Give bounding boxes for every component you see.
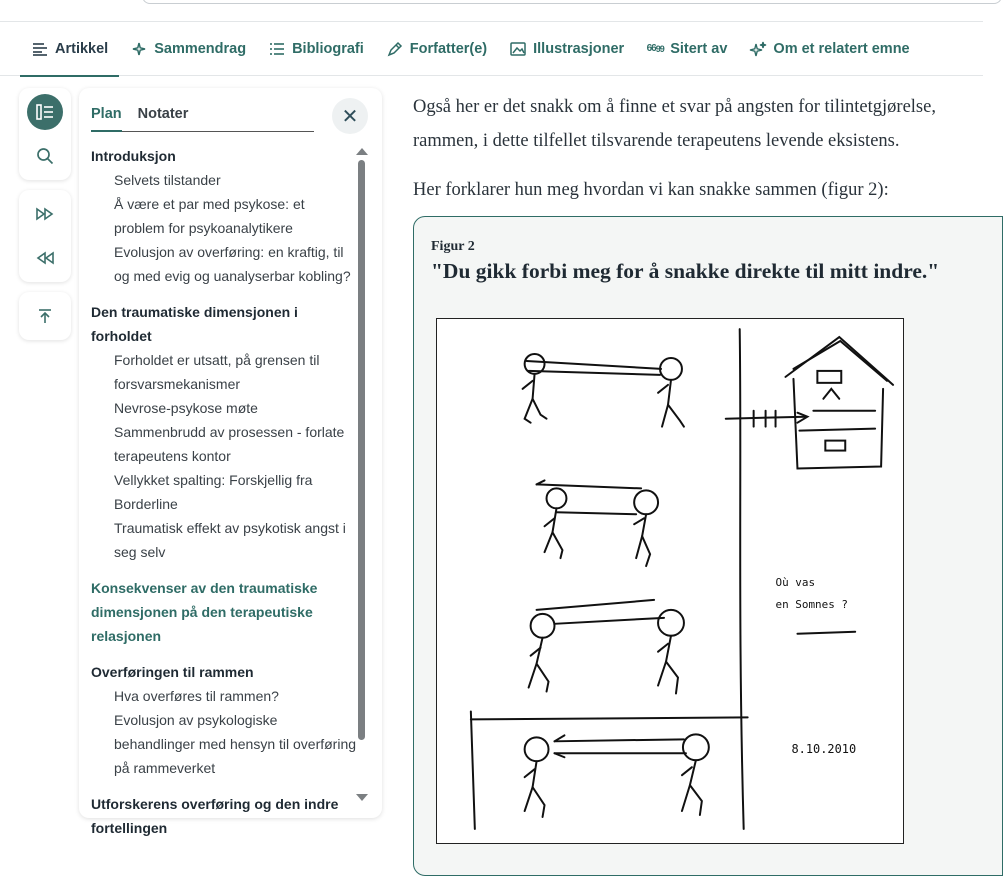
list-icon <box>268 40 286 58</box>
fast-forward-icon <box>35 207 55 221</box>
scroll-thumb[interactable] <box>358 160 365 740</box>
pen-icon <box>386 40 404 58</box>
search-icon <box>36 147 54 165</box>
toc-subsection[interactable]: Vellykket spalting: Forskjellig fra Borderline <box>114 472 313 512</box>
article-paragraph: Her forklarer hun meg hvordan vi kan snakke sammen (figur 2): <box>413 180 889 200</box>
previous-button[interactable] <box>27 240 63 276</box>
toc-icon <box>36 104 54 120</box>
close-button[interactable] <box>332 98 368 134</box>
tab-sitert-av[interactable] <box>635 22 738 76</box>
toc-subsection[interactable]: Nevrose-psykose møte <box>114 400 258 416</box>
article-line: Også her er det snakk om å finne et svar på angsten for tilintetgjørelse, <box>413 97 936 117</box>
left-rail <box>19 88 71 350</box>
lines-icon <box>31 40 49 58</box>
toc-subsection[interactable]: Å være et par med psykose: et problem for psykoanalytikere <box>114 196 305 236</box>
figure-box <box>413 216 1003 876</box>
toc-section[interactable]: Overføringen til rammen <box>91 664 254 680</box>
arrow-up-icon <box>37 308 53 324</box>
rail-group-tools <box>19 88 71 180</box>
toc-button[interactable] <box>27 94 63 130</box>
quote-icon: 66 99 <box>646 43 664 54</box>
image-icon <box>509 40 527 58</box>
table-of-contents <box>91 144 357 836</box>
top-bar <box>0 0 983 22</box>
tab-label: Om et relatert emne <box>773 40 910 57</box>
tab-related-topic[interactable] <box>738 22 920 76</box>
tab-label: Illustrasjoner <box>533 40 625 57</box>
tab-plan[interactable]: Plan <box>91 102 122 132</box>
toc-section[interactable]: Introduksjon <box>91 148 176 164</box>
search-button[interactable] <box>27 138 63 174</box>
next-button[interactable] <box>27 196 63 232</box>
figure-label: Figur 2 <box>431 239 475 254</box>
rail-group-navigation <box>19 190 71 282</box>
toc-section[interactable]: Utforskerens overføring og den indre fortellingen <box>91 796 339 836</box>
handwriting-1: Où vas <box>775 575 816 589</box>
rewind-icon <box>35 251 55 265</box>
toc-scrollbar[interactable] <box>355 146 369 806</box>
toc-subsection[interactable]: Selvets tilstander <box>114 172 221 188</box>
tab-label: Sitert av <box>670 40 728 57</box>
toc-section-current[interactable]: Konsekvenser av den traumatiske dimensjonen på den terapeutiske relasjonen <box>91 580 318 644</box>
tab-bibliografi[interactable] <box>257 22 375 76</box>
back-to-top-button[interactable] <box>27 298 63 334</box>
toc-subsection[interactable]: Evolusjon av psykologiske behandlinger med hensyn til overføring på rammeverket <box>114 712 357 776</box>
scroll-up-arrow[interactable] <box>356 148 368 155</box>
panel-tabs <box>91 102 314 132</box>
toc-subsection[interactable]: Sammenbrudd av prosessen - forlate terapeutens kontor <box>114 424 345 464</box>
article-line: rammen, i dette tilfellet tilsvarende terapeutens levende eksistens. <box>413 131 900 151</box>
close-icon: ✕ <box>341 105 359 128</box>
plan-panel <box>79 88 382 836</box>
tab-artikkel[interactable] <box>20 22 119 76</box>
search-bar-edge[interactable] <box>142 0 1002 4</box>
scroll-down-arrow[interactable] <box>356 794 368 801</box>
toc-section[interactable]: Den traumatiske dimensjonen i forholdet <box>91 304 298 344</box>
toc-subsection[interactable]: Forholdet er utsatt, på grensen til forsvarsmekanismer <box>114 352 320 392</box>
tab-label: Sammendrag <box>154 40 247 57</box>
handwriting-2: en Somnes ? <box>775 597 848 611</box>
tab-forfatter[interactable] <box>375 22 498 76</box>
stars-icon <box>749 40 767 58</box>
toc-subsection[interactable]: Hva overføres til rammen? <box>114 688 279 704</box>
tab-notater[interactable]: Notater <box>137 106 189 122</box>
toc-subsection[interactable]: Evolusjon av overføring: en kraftig, til og med evig og uanalyserbar kobling? <box>114 244 351 284</box>
article-tabs <box>0 22 983 76</box>
stick-figure-drawing <box>437 319 903 843</box>
toc-subsection[interactable]: Traumatisk effekt av psykotisk angst i seg selv <box>114 520 346 560</box>
tab-sammendrag[interactable] <box>119 22 257 76</box>
tab-label: Forfatter(e) <box>409 40 488 57</box>
tab-label: Artikkel <box>55 40 109 57</box>
figure-title: "Du gikk forbi meg for å snakke direkte til mitt indre." <box>431 259 940 283</box>
figure-drawing[interactable] <box>436 318 904 844</box>
tab-illustrasjoner[interactable] <box>498 22 635 76</box>
sparkle-icon <box>130 40 148 58</box>
rail-group-top <box>19 292 71 340</box>
article-body <box>413 90 993 222</box>
tab-label: Bibliografi <box>292 40 364 57</box>
handwriting-date: 8.10.2010 <box>791 742 857 757</box>
